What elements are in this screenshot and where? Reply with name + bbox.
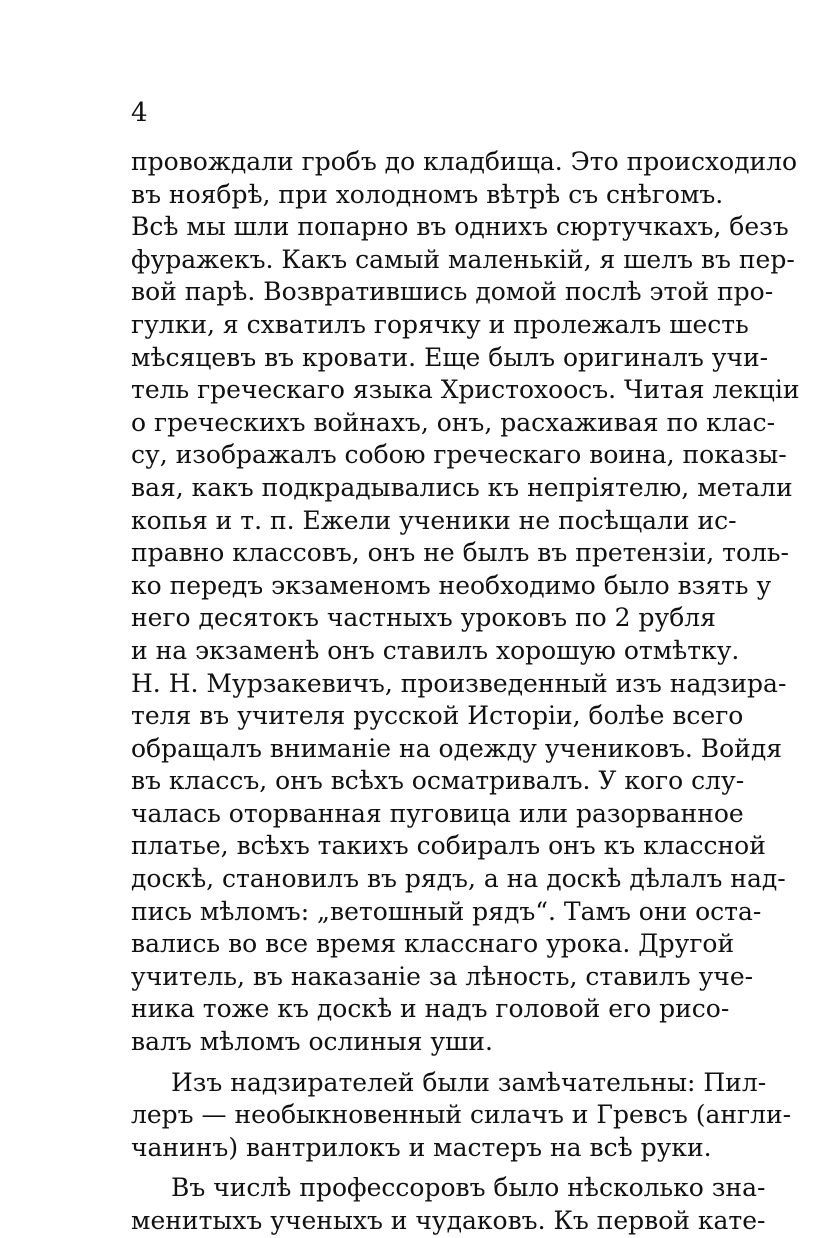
- paragraph-2: [131, 1067, 792, 1165]
- paragraph-3: [131, 1172, 766, 1237]
- text-line: правно классовъ, онъ не былъ въ претензіи, толь-: [131, 538, 789, 568]
- text-line: доскѣ, становилъ въ рядъ, а на доскѣ дѣлалъ над-: [131, 864, 786, 894]
- text-line: гулки, я схватилъ горячку и пролежалъ шесть: [131, 309, 749, 339]
- text-line: валъ мѣломъ ослиныя уши.: [131, 1027, 493, 1057]
- text-line: о греческихъ войнахъ, онъ, расхаживая по клас-: [131, 407, 776, 437]
- text-line: фуражекъ. Какъ самый маленькій, я шелъ въ пер-: [131, 244, 795, 274]
- paragraph-gap: [131, 1059, 671, 1067]
- text-line: учитель, въ наказаніе за лѣность, ставилъ уче-: [131, 961, 754, 991]
- text-line: въ классъ, онъ всѣхъ осматривалъ. У кого слу-: [131, 766, 745, 796]
- text-line: мѣсяцевъ въ кровати. Еще былъ оригиналъ учи-: [131, 342, 769, 372]
- text-line: тель греческаго языка Христохоосъ. Читая лекціи: [131, 375, 800, 405]
- text-line: чалась оторванная пуговица или разорванное: [131, 798, 744, 828]
- text-line: копья и т. п. Ежели ученики не посѣщали ис-: [131, 505, 737, 535]
- text-line: въ ноябрѣ, при холодномъ вѣтрѣ съ снѣгомъ.: [131, 179, 724, 209]
- text-line: пись мѣломъ: „ветошный рядъ“. Тамъ они оста-: [131, 896, 762, 926]
- text-line: Изъ надзирателей были замѣчательны: Пил-: [171, 1067, 767, 1097]
- text-line: провождали гробъ до кладбища. Это происходило: [131, 147, 798, 176]
- text-line: вая, какъ подкрадывались къ непріятелю, метали: [131, 472, 793, 502]
- text-line: теля въ учителя русской Исторіи, болѣе всего: [131, 701, 744, 731]
- paragraph-gap: [131, 1164, 671, 1172]
- text-line: Всѣ мы шли попарно въ однихъ сюртучкахъ, безъ: [131, 212, 789, 242]
- text-line: ника тоже къ доскѣ и надъ головой его рисо-: [131, 994, 730, 1024]
- text-line: обращалъ вниманіе на одежду учениковъ. Войдя: [131, 733, 783, 763]
- text-line: него десятокъ частныхъ уроковъ по 2 рубля: [131, 603, 716, 633]
- text-line: ко передъ экзаменомъ необходимо было взять у: [131, 570, 772, 600]
- text-line: платье, всѣхъ такихъ собиралъ онъ къ классной: [131, 831, 766, 861]
- text-line: вой парѣ. Возвратившись домой послѣ этой про-: [131, 277, 774, 307]
- text-line: леръ — необыкновенный силачъ и Гревсъ (англи-: [131, 1100, 792, 1130]
- text-line: и на экзаменѣ онъ ставилъ хорошую отмѣтку.: [131, 635, 740, 665]
- page-text: [131, 146, 800, 1238]
- text-line: Въ числѣ профессоровъ было нѣсколько зна-: [171, 1173, 766, 1203]
- page-number: 4: [131, 98, 148, 128]
- text-line: Н. Н. Мурзакевичъ, произведенный изъ надзира-: [131, 668, 787, 698]
- text-line: вались во все время класснаго урока. Другой: [131, 929, 735, 959]
- text-line: чанинъ) вантрилокъ и мастеръ на всѣ руки.: [131, 1132, 712, 1162]
- text-line: су, изображалъ собою греческаго воина, показы-: [131, 440, 787, 470]
- paragraph-1: [131, 146, 800, 1059]
- text-line: менитыхъ ученыхъ и чудаковъ. Къ первой кате-: [131, 1206, 766, 1235]
